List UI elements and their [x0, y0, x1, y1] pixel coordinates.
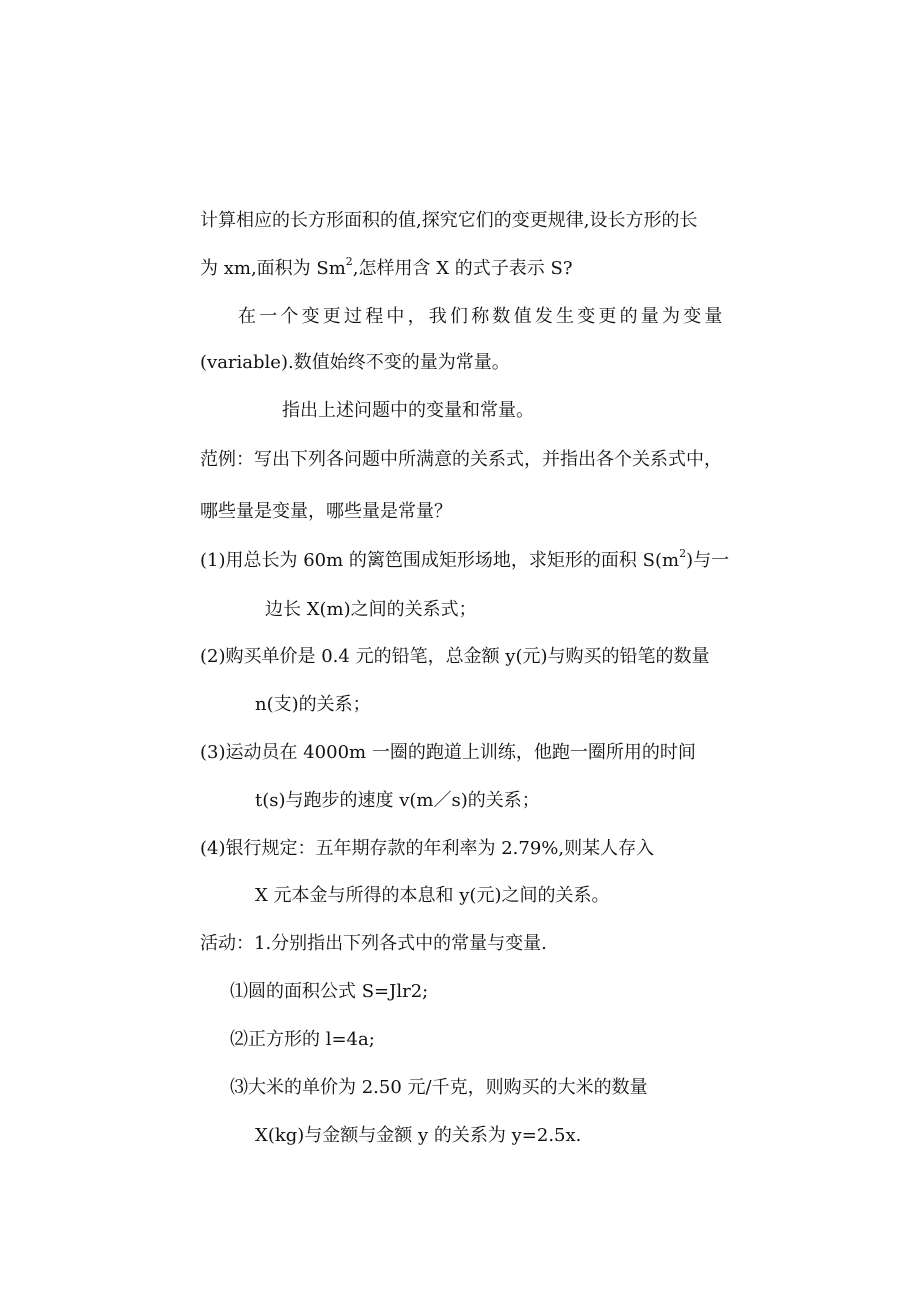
text-line-19: ⑶大米的单价为 2.50 元/千克，则购买的大米的数量	[230, 1077, 648, 1098]
text-line-17: ⑴圆的面积公式 S=Jlr2;	[230, 981, 429, 1002]
text-line-20: X(kg)与金额与金额 y 的关系为 y=2.5x.	[255, 1125, 582, 1146]
superscript-2b: 2	[679, 547, 687, 560]
superscript-2: 2	[345, 255, 353, 268]
text-line-9: 边长 X(m)之间的关系式；	[265, 599, 477, 620]
text-line-10: (2)购买单价是 0.4 元的铅笔，总金额 y(元)与购买的铅笔的数量	[200, 646, 710, 667]
text-line-11: n(支)的关系；	[255, 694, 371, 715]
text-line-14: (4)银行规定：五年期存款的年利率为 2.79%,则某人存入	[200, 838, 655, 859]
text-line-3: 在一个变更过程中，我们称数值发生变更的量为变量	[238, 306, 726, 327]
text-line-6: 范例：写出下列各问题中所满意的关系式，并指出各个关系式中，	[200, 449, 722, 470]
text-line-8-part-b: )与一	[686, 550, 730, 571]
text-line-5: 指出上述问题中的变量和常量。	[282, 400, 534, 421]
text-line-4: (variable).数值始终不变的量为常量。	[200, 352, 510, 373]
text-line-2	[200, 255, 573, 279]
text-line-15: X 元本金与所得的本息和 y(元)之间的关系。	[255, 885, 610, 906]
text-line-18: ⑵正方形的 l=4a;	[230, 1029, 375, 1050]
text-line-8	[200, 547, 730, 571]
text-line-1: 计算相应的长方形面积的值,探究它们的变更规律,设长方形的长	[200, 210, 698, 231]
text-line-7: 哪些量是变量，哪些量是常量？	[200, 501, 452, 522]
text-line-2-part-a: 为 xm,面积为 Sm	[200, 258, 346, 279]
text-line-2-part-b: ,怎样用含 X 的式子表示 S?	[352, 258, 573, 279]
text-line-12: (3)运动员在 4000m 一圈的跑道上训练，他跑一圈所用的时间	[200, 742, 696, 763]
text-line-13: t(s)与跑步的速度 v(m／s)的关系；	[255, 790, 540, 811]
text-line-8-part-a: (1)用总长为 60m 的篱笆围成矩形场地，求矩形的面积 S(m	[200, 550, 680, 571]
text-line-16: 活动：1.分别指出下列各式中的常量与变量.	[200, 933, 547, 954]
